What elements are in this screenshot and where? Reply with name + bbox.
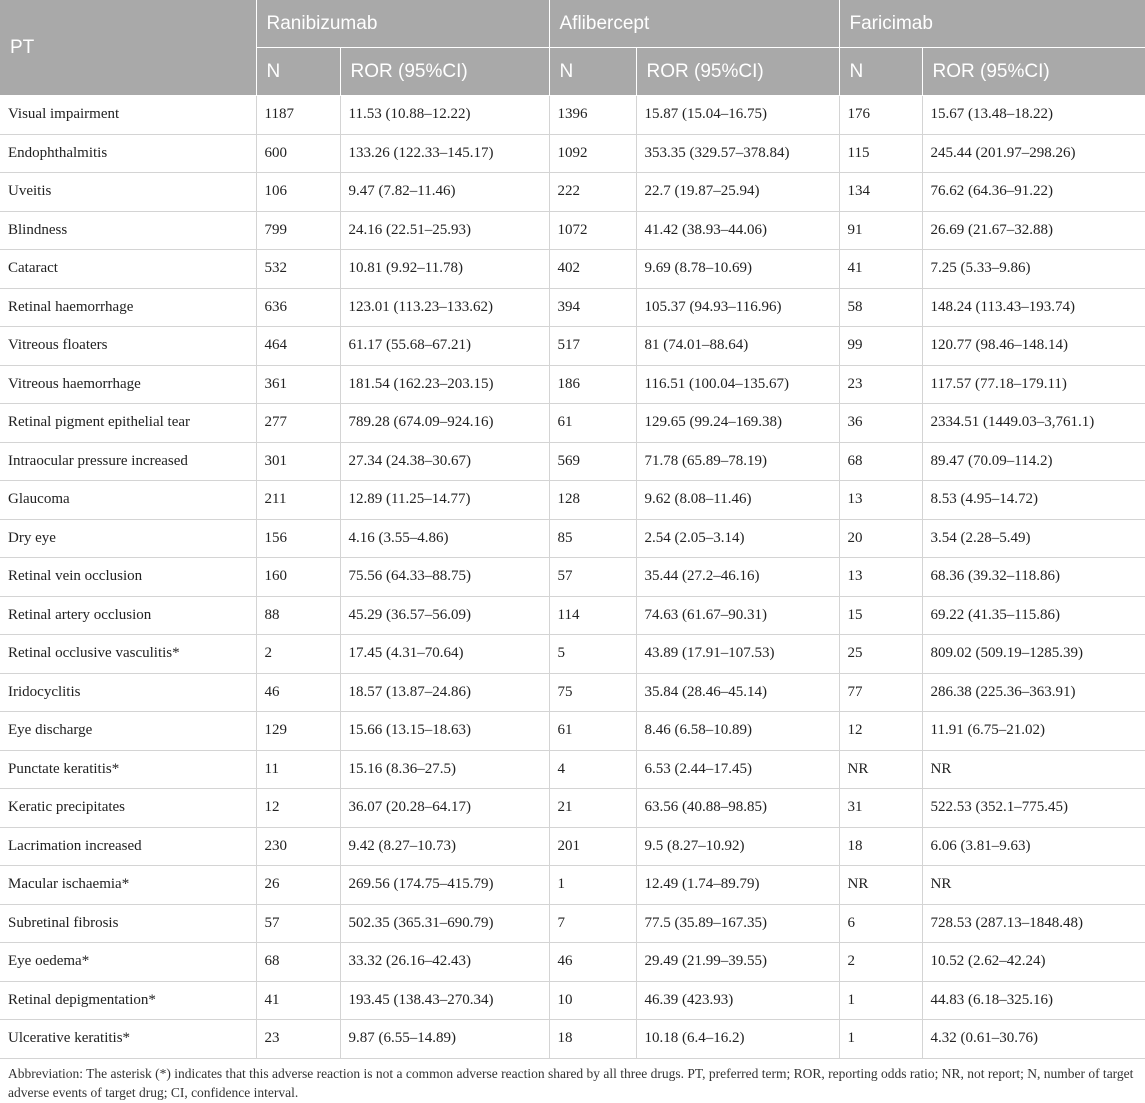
aflibercept-ror-cell: 74.63 (61.67–90.31) bbox=[636, 596, 839, 635]
table-row bbox=[0, 96, 1145, 135]
ranibizumab-n-cell: 532 bbox=[256, 250, 340, 289]
aflibercept-ror-cell: 9.69 (8.78–10.69) bbox=[636, 250, 839, 289]
faricimab-ror-cell: 286.38 (225.36–363.91) bbox=[922, 673, 1145, 712]
faricimab-ror-cell: 89.47 (70.09–114.2) bbox=[922, 442, 1145, 481]
ror-column-header: ROR (95%CI) bbox=[922, 48, 1145, 96]
ranibizumab-ror-cell: 123.01 (113.23–133.62) bbox=[340, 288, 549, 327]
faricimab-n-cell: 1 bbox=[839, 1020, 922, 1059]
faricimab-n-cell: 41 bbox=[839, 250, 922, 289]
ranibizumab-ror-cell: 269.56 (174.75–415.79) bbox=[340, 866, 549, 905]
faricimab-n-cell: NR bbox=[839, 866, 922, 905]
ranibizumab-ror-cell: 9.47 (7.82–11.46) bbox=[340, 173, 549, 212]
aflibercept-ror-cell: 6.53 (2.44–17.45) bbox=[636, 750, 839, 789]
faricimab-ror-cell: NR bbox=[922, 866, 1145, 905]
ranibizumab-ror-cell: 61.17 (55.68–67.21) bbox=[340, 327, 549, 366]
aflibercept-n-cell: 5 bbox=[549, 635, 636, 674]
pt-cell: Cataract bbox=[0, 250, 256, 289]
table-row bbox=[0, 1020, 1145, 1059]
ranibizumab-n-cell: 636 bbox=[256, 288, 340, 327]
faricimab-ror-cell: 15.67 (13.48–18.22) bbox=[922, 96, 1145, 135]
faricimab-n-cell: 36 bbox=[839, 404, 922, 443]
table-row bbox=[0, 596, 1145, 635]
pt-cell: Macular ischaemia* bbox=[0, 866, 256, 905]
faricimab-n-cell: 25 bbox=[839, 635, 922, 674]
table-row bbox=[0, 481, 1145, 520]
faricimab-ror-cell: 10.52 (2.62–42.24) bbox=[922, 943, 1145, 982]
faricimab-n-cell: 12 bbox=[839, 712, 922, 751]
aflibercept-ror-cell: 9.5 (8.27–10.92) bbox=[636, 827, 839, 866]
ranibizumab-n-cell: 46 bbox=[256, 673, 340, 712]
ranibizumab-n-cell: 361 bbox=[256, 365, 340, 404]
table-row bbox=[0, 442, 1145, 481]
table-row bbox=[0, 750, 1145, 789]
aflibercept-ror-cell: 22.7 (19.87–25.94) bbox=[636, 173, 839, 212]
aflibercept-n-cell: 128 bbox=[549, 481, 636, 520]
aflibercept-n-cell: 569 bbox=[549, 442, 636, 481]
pt-cell: Eye oedema* bbox=[0, 943, 256, 982]
ranibizumab-n-cell: 57 bbox=[256, 904, 340, 943]
aflibercept-ror-cell: 105.37 (94.93–116.96) bbox=[636, 288, 839, 327]
n-column-header: N bbox=[549, 48, 636, 96]
aflibercept-n-cell: 1396 bbox=[549, 96, 636, 135]
aflibercept-n-cell: 4 bbox=[549, 750, 636, 789]
ranibizumab-ror-cell: 12.89 (11.25–14.77) bbox=[340, 481, 549, 520]
pt-cell: Intraocular pressure increased bbox=[0, 442, 256, 481]
ranibizumab-n-cell: 68 bbox=[256, 943, 340, 982]
aflibercept-n-cell: 61 bbox=[549, 712, 636, 751]
pt-cell: Retinal artery occlusion bbox=[0, 596, 256, 635]
aflibercept-ror-cell: 46.39 (423.93) bbox=[636, 981, 839, 1020]
ranibizumab-ror-cell: 9.42 (8.27–10.73) bbox=[340, 827, 549, 866]
aflibercept-ror-cell: 8.46 (6.58–10.89) bbox=[636, 712, 839, 751]
pt-cell: Uveitis bbox=[0, 173, 256, 212]
pt-cell: Vitreous floaters bbox=[0, 327, 256, 366]
ranibizumab-n-cell: 156 bbox=[256, 519, 340, 558]
ranibizumab-ror-cell: 27.34 (24.38–30.67) bbox=[340, 442, 549, 481]
pt-cell: Retinal depigmentation* bbox=[0, 981, 256, 1020]
aflibercept-n-cell: 1092 bbox=[549, 134, 636, 173]
pt-cell: Visual impairment bbox=[0, 96, 256, 135]
faricimab-n-cell: NR bbox=[839, 750, 922, 789]
aflibercept-n-cell: 1072 bbox=[549, 211, 636, 250]
table-row bbox=[0, 712, 1145, 751]
aflibercept-ror-cell: 81 (74.01–88.64) bbox=[636, 327, 839, 366]
table-row bbox=[0, 635, 1145, 674]
faricimab-ror-cell: 728.53 (287.13–1848.48) bbox=[922, 904, 1145, 943]
table-body bbox=[0, 96, 1145, 1059]
table-row bbox=[0, 288, 1145, 327]
aflibercept-n-cell: 46 bbox=[549, 943, 636, 982]
ranibizumab-ror-cell: 45.29 (36.57–56.09) bbox=[340, 596, 549, 635]
aflibercept-n-cell: 1 bbox=[549, 866, 636, 905]
ranibizumab-n-cell: 26 bbox=[256, 866, 340, 905]
aflibercept-n-cell: 201 bbox=[549, 827, 636, 866]
ranibizumab-n-cell: 88 bbox=[256, 596, 340, 635]
faricimab-n-cell: 77 bbox=[839, 673, 922, 712]
aflibercept-ror-cell: 77.5 (35.89–167.35) bbox=[636, 904, 839, 943]
faricimab-ror-cell: 3.54 (2.28–5.49) bbox=[922, 519, 1145, 558]
table-row bbox=[0, 173, 1145, 212]
ranibizumab-ror-cell: 133.26 (122.33–145.17) bbox=[340, 134, 549, 173]
pt-cell: Eye discharge bbox=[0, 712, 256, 751]
table-row bbox=[0, 981, 1145, 1020]
pt-cell: Keratic precipitates bbox=[0, 789, 256, 828]
faricimab-n-cell: 99 bbox=[839, 327, 922, 366]
aflibercept-n-cell: 7 bbox=[549, 904, 636, 943]
faricimab-ror-cell: 8.53 (4.95–14.72) bbox=[922, 481, 1145, 520]
ranibizumab-n-cell: 799 bbox=[256, 211, 340, 250]
faricimab-ror-cell: 69.22 (41.35–115.86) bbox=[922, 596, 1145, 635]
faricimab-n-cell: 91 bbox=[839, 211, 922, 250]
aflibercept-ror-cell: 10.18 (6.4–16.2) bbox=[636, 1020, 839, 1059]
faricimab-n-cell: 68 bbox=[839, 442, 922, 481]
ranibizumab-ror-cell: 15.66 (13.15–18.63) bbox=[340, 712, 549, 751]
table-row bbox=[0, 558, 1145, 597]
aflibercept-n-cell: 402 bbox=[549, 250, 636, 289]
aflibercept-n-cell: 21 bbox=[549, 789, 636, 828]
ranibizumab-n-cell: 12 bbox=[256, 789, 340, 828]
ranibizumab-ror-cell: 4.16 (3.55–4.86) bbox=[340, 519, 549, 558]
aflibercept-ror-cell: 12.49 (1.74–89.79) bbox=[636, 866, 839, 905]
aflibercept-ror-cell: 129.65 (99.24–169.38) bbox=[636, 404, 839, 443]
aflibercept-ror-cell: 35.44 (27.2–46.16) bbox=[636, 558, 839, 597]
aflibercept-ror-cell: 29.49 (21.99–39.55) bbox=[636, 943, 839, 982]
pt-cell: Lacrimation increased bbox=[0, 827, 256, 866]
ranibizumab-ror-cell: 502.35 (365.31–690.79) bbox=[340, 904, 549, 943]
pt-cell: Subretinal fibrosis bbox=[0, 904, 256, 943]
faricimab-n-cell: 115 bbox=[839, 134, 922, 173]
aflibercept-n-cell: 57 bbox=[549, 558, 636, 597]
faricimab-n-cell: 23 bbox=[839, 365, 922, 404]
faricimab-ror-cell: 68.36 (39.32–118.86) bbox=[922, 558, 1145, 597]
n-column-header: N bbox=[256, 48, 340, 96]
faricimab-n-cell: 31 bbox=[839, 789, 922, 828]
aflibercept-n-cell: 18 bbox=[549, 1020, 636, 1059]
aflibercept-ror-cell: 353.35 (329.57–378.84) bbox=[636, 134, 839, 173]
table-row bbox=[0, 211, 1145, 250]
faricimab-n-cell: 2 bbox=[839, 943, 922, 982]
ror-column-header: ROR (95%CI) bbox=[340, 48, 549, 96]
table-footnote: Abbreviation: The asterisk (*) indicates that this adverse reaction is not a common adverse reaction shared by all three drugs. PT, preferred term; ROR, reporting odds ratio; NR, not report; N, number of target adverse events of target drug; CI, confidence interval. bbox=[8, 1066, 1134, 1100]
faricimab-ror-cell: 245.44 (201.97–298.26) bbox=[922, 134, 1145, 173]
aflibercept-n-cell: 75 bbox=[549, 673, 636, 712]
pt-cell: Dry eye bbox=[0, 519, 256, 558]
aflibercept-ror-cell: 71.78 (65.89–78.19) bbox=[636, 442, 839, 481]
table-row bbox=[0, 789, 1145, 828]
table-row bbox=[0, 827, 1145, 866]
ranibizumab-ror-cell: 36.07 (20.28–64.17) bbox=[340, 789, 549, 828]
faricimab-ror-cell: 117.57 (77.18–179.11) bbox=[922, 365, 1145, 404]
faricimab-ror-cell: 148.24 (113.43–193.74) bbox=[922, 288, 1145, 327]
table-row bbox=[0, 327, 1145, 366]
aflibercept-n-cell: 517 bbox=[549, 327, 636, 366]
aflibercept-n-cell: 85 bbox=[549, 519, 636, 558]
ranibizumab-n-cell: 2 bbox=[256, 635, 340, 674]
aflibercept-ror-cell: 35.84 (28.46–45.14) bbox=[636, 673, 839, 712]
aflibercept-n-cell: 222 bbox=[549, 173, 636, 212]
pt-cell: Retinal occlusive vasculitis* bbox=[0, 635, 256, 674]
ror-column-header: ROR (95%CI) bbox=[636, 48, 839, 96]
ranibizumab-ror-cell: 17.45 (4.31–70.64) bbox=[340, 635, 549, 674]
pt-column-header: PT bbox=[0, 0, 256, 96]
ranibizumab-n-cell: 129 bbox=[256, 712, 340, 751]
pt-cell: Ulcerative keratitis* bbox=[0, 1020, 256, 1059]
faricimab-ror-cell: 11.91 (6.75–21.02) bbox=[922, 712, 1145, 751]
faricimab-ror-cell: 4.32 (0.61–30.76) bbox=[922, 1020, 1145, 1059]
faricimab-n-cell: 18 bbox=[839, 827, 922, 866]
n-column-header: N bbox=[839, 48, 922, 96]
pt-cell: Punctate keratitis* bbox=[0, 750, 256, 789]
aflibercept-n-cell: 10 bbox=[549, 981, 636, 1020]
header-row-drugs bbox=[0, 0, 1145, 48]
faricimab-n-cell: 15 bbox=[839, 596, 922, 635]
ranibizumab-ror-cell: 9.87 (6.55–14.89) bbox=[340, 1020, 549, 1059]
drug-header-faricimab: Faricimab bbox=[839, 0, 1145, 48]
aflibercept-n-cell: 114 bbox=[549, 596, 636, 635]
faricimab-n-cell: 6 bbox=[839, 904, 922, 943]
table-row bbox=[0, 673, 1145, 712]
ranibizumab-ror-cell: 181.54 (162.23–203.15) bbox=[340, 365, 549, 404]
aflibercept-n-cell: 61 bbox=[549, 404, 636, 443]
faricimab-ror-cell: 120.77 (98.46–148.14) bbox=[922, 327, 1145, 366]
pt-cell: Vitreous haemorrhage bbox=[0, 365, 256, 404]
pt-cell: Retinal vein occlusion bbox=[0, 558, 256, 597]
faricimab-ror-cell: 76.62 (64.36–91.22) bbox=[922, 173, 1145, 212]
aflibercept-ror-cell: 15.87 (15.04–16.75) bbox=[636, 96, 839, 135]
ranibizumab-n-cell: 464 bbox=[256, 327, 340, 366]
faricimab-n-cell: 58 bbox=[839, 288, 922, 327]
ranibizumab-n-cell: 106 bbox=[256, 173, 340, 212]
table-row bbox=[0, 404, 1145, 443]
ranibizumab-ror-cell: 193.45 (138.43–270.34) bbox=[340, 981, 549, 1020]
pt-cell: Endophthalmitis bbox=[0, 134, 256, 173]
faricimab-ror-cell: 6.06 (3.81–9.63) bbox=[922, 827, 1145, 866]
faricimab-n-cell: 13 bbox=[839, 558, 922, 597]
aflibercept-n-cell: 394 bbox=[549, 288, 636, 327]
ranibizumab-n-cell: 1187 bbox=[256, 96, 340, 135]
pt-cell: Iridocyclitis bbox=[0, 673, 256, 712]
faricimab-n-cell: 1 bbox=[839, 981, 922, 1020]
ranibizumab-n-cell: 11 bbox=[256, 750, 340, 789]
ranibizumab-ror-cell: 11.53 (10.88–12.22) bbox=[340, 96, 549, 135]
aflibercept-n-cell: 186 bbox=[549, 365, 636, 404]
faricimab-n-cell: 134 bbox=[839, 173, 922, 212]
ranibizumab-n-cell: 23 bbox=[256, 1020, 340, 1059]
table-row bbox=[0, 250, 1145, 289]
pt-cell: Retinal pigment epithelial tear bbox=[0, 404, 256, 443]
ranibizumab-n-cell: 301 bbox=[256, 442, 340, 481]
aflibercept-ror-cell: 9.62 (8.08–11.46) bbox=[636, 481, 839, 520]
faricimab-ror-cell: 7.25 (5.33–9.86) bbox=[922, 250, 1145, 289]
faricimab-ror-cell: NR bbox=[922, 750, 1145, 789]
table-row bbox=[0, 904, 1145, 943]
drug-header-aflibercept: Aflibercept bbox=[549, 0, 839, 48]
table-row bbox=[0, 943, 1145, 982]
ranibizumab-n-cell: 160 bbox=[256, 558, 340, 597]
pt-cell: Blindness bbox=[0, 211, 256, 250]
ranibizumab-n-cell: 211 bbox=[256, 481, 340, 520]
faricimab-ror-cell: 26.69 (21.67–32.88) bbox=[922, 211, 1145, 250]
table-row bbox=[0, 134, 1145, 173]
ranibizumab-ror-cell: 75.56 (64.33–88.75) bbox=[340, 558, 549, 597]
ranibizumab-ror-cell: 10.81 (9.92–11.78) bbox=[340, 250, 549, 289]
table-row bbox=[0, 365, 1145, 404]
drug-header-ranibizumab: Ranibizumab bbox=[256, 0, 549, 48]
ranibizumab-n-cell: 277 bbox=[256, 404, 340, 443]
aflibercept-ror-cell: 43.89 (17.91–107.53) bbox=[636, 635, 839, 674]
ranibizumab-n-cell: 600 bbox=[256, 134, 340, 173]
table-row bbox=[0, 866, 1145, 905]
aflibercept-ror-cell: 116.51 (100.04–135.67) bbox=[636, 365, 839, 404]
faricimab-n-cell: 176 bbox=[839, 96, 922, 135]
pt-cell: Retinal haemorrhage bbox=[0, 288, 256, 327]
ranibizumab-ror-cell: 24.16 (22.51–25.93) bbox=[340, 211, 549, 250]
ranibizumab-n-cell: 41 bbox=[256, 981, 340, 1020]
faricimab-ror-cell: 44.83 (6.18–325.16) bbox=[922, 981, 1145, 1020]
aflibercept-ror-cell: 41.42 (38.93–44.06) bbox=[636, 211, 839, 250]
aflibercept-ror-cell: 63.56 (40.88–98.85) bbox=[636, 789, 839, 828]
faricimab-ror-cell: 2334.51 (1449.03–3,761.1) bbox=[922, 404, 1145, 443]
ranibizumab-ror-cell: 33.32 (26.16–42.43) bbox=[340, 943, 549, 982]
ranibizumab-ror-cell: 789.28 (674.09–924.16) bbox=[340, 404, 549, 443]
pt-cell: Glaucoma bbox=[0, 481, 256, 520]
faricimab-ror-cell: 522.53 (352.1–775.45) bbox=[922, 789, 1145, 828]
ranibizumab-ror-cell: 15.16 (8.36–27.5) bbox=[340, 750, 549, 789]
ranibizumab-ror-cell: 18.57 (13.87–24.86) bbox=[340, 673, 549, 712]
faricimab-ror-cell: 809.02 (509.19–1285.39) bbox=[922, 635, 1145, 674]
ranibizumab-n-cell: 230 bbox=[256, 827, 340, 866]
faricimab-n-cell: 13 bbox=[839, 481, 922, 520]
aflibercept-ror-cell: 2.54 (2.05–3.14) bbox=[636, 519, 839, 558]
faricimab-n-cell: 20 bbox=[839, 519, 922, 558]
table-row bbox=[0, 519, 1145, 558]
